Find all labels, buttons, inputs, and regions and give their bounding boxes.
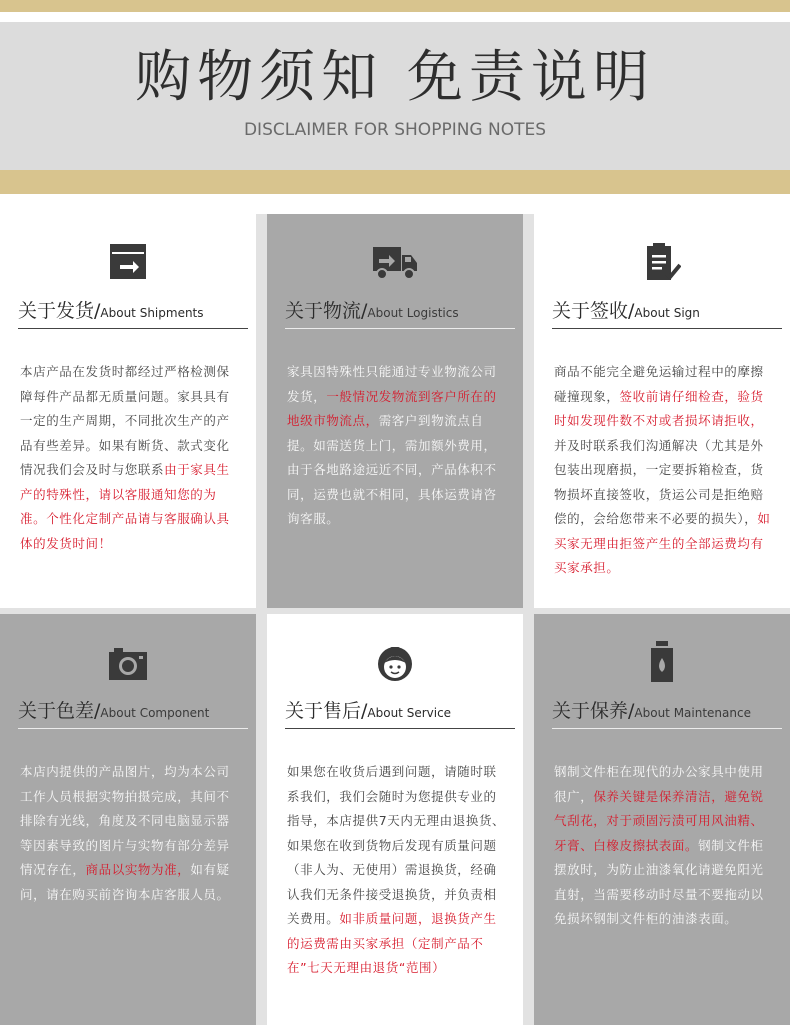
card-text: 家具因特殊性只能通过专业物流公司发货，一般情况发物流到客户所在的地级市物流点，需客户到物流点自提。如需送货上门，需加额外费用，由于各地路途远近不同，产品体积不同，运费也就不相同，具体运费请咨询客服。	[287, 364, 497, 526]
divider	[552, 328, 782, 329]
camera-icon	[0, 642, 256, 686]
card-title: 关于售后/About Service	[285, 700, 452, 722]
card-text: 钢制文件柜在现代的办公家具中使用很广，保养关键是保养清洁，避免锐气刮花，对于顽固污渍可用风油精、牙膏、白橡皮擦拭表面。钢制文件柜摆放时，为防止油漆氧化请避免阳光直射，当需要移动时尽量不要拖动以免损坏钢制文件柜的油漆表面。	[554, 764, 764, 926]
box-icon	[0, 240, 256, 284]
page-header	[0, 22, 790, 170]
top-accent-bar	[0, 0, 790, 12]
card-color-difference	[0, 614, 256, 1025]
card-maintenance	[534, 614, 790, 1025]
clipboard-check-icon	[534, 240, 790, 284]
card-title: 关于色差/About Component	[18, 700, 210, 722]
card-text: 本店产品在发货时都经过严格检测保障每件产品都无质量问题。家具具有一定的生产周期，不同批次生产的产品有些差异。如果有断货、款式变化情况我们会及时与您联系由于家具生产的特殊性，请以客服通知您的为准。个性化定制产品请与客服确认具体的发货时间！	[20, 364, 230, 551]
card-logistics	[267, 214, 523, 608]
card-shipments	[0, 214, 256, 608]
divider	[285, 728, 515, 729]
page-title: 购物须知 免责说明	[135, 45, 655, 110]
divider	[285, 328, 515, 329]
page-subtitle: DISCLAIMER FOR SHOPPING NOTES	[243, 120, 547, 140]
divider	[552, 728, 782, 729]
header-accent-bar	[0, 170, 790, 194]
card-service	[267, 614, 523, 1025]
divider	[18, 728, 248, 729]
customer-service-icon	[267, 642, 523, 686]
card-title: 关于发货/About Shipments	[18, 300, 204, 322]
section-spacer	[0, 194, 790, 214]
card-text: 本店内提供的产品图片，均为本公司工作人员根据实物拍摄完成，其间不排除有光线，角度及不同电脑显示器等因素导致的图片与实物有部分差异情况存在，商品以实物为准，如有疑问，请在购买前咨询本店客服人员。	[20, 764, 230, 902]
oil-can-icon	[534, 640, 790, 684]
card-text: 商品不能完全避免运输过程中的摩擦碰撞现象，签收前请仔细检查，验货时如发现件数不对或者损坏请拒收，并及时联系我们沟通解决（尤其是外包装出现磨损，一定要拆箱检查，货物损坏直接签收，货运公司是拒绝赔偿的，会给您带来不必要的损失），如买家无理由拒签产生的全部运费均有买家承担。	[554, 364, 771, 575]
card-title: 关于物流/About Logistics	[285, 300, 459, 322]
top-spacer	[0, 12, 790, 22]
card-text: 如果您在收货后遇到问题，请随时联系我们，我们会随时为您提供专业的指导，本店提供7天内无理由退换货、如果您在收到货物后发现有质量问题（非人为、无使用）需退换货，经确认我们无条件接受退换货，并负责相关费用。如非质量问题，退换货产生的运费需由买家承担（定制产品不在”七天无理由退货“范围）	[287, 764, 506, 975]
card-title: 关于保养/About Maintenance	[552, 700, 751, 722]
card-sign	[534, 214, 790, 608]
card-title: 关于签收/About Sign	[552, 300, 700, 322]
truck-icon	[267, 240, 523, 284]
divider	[18, 328, 248, 329]
